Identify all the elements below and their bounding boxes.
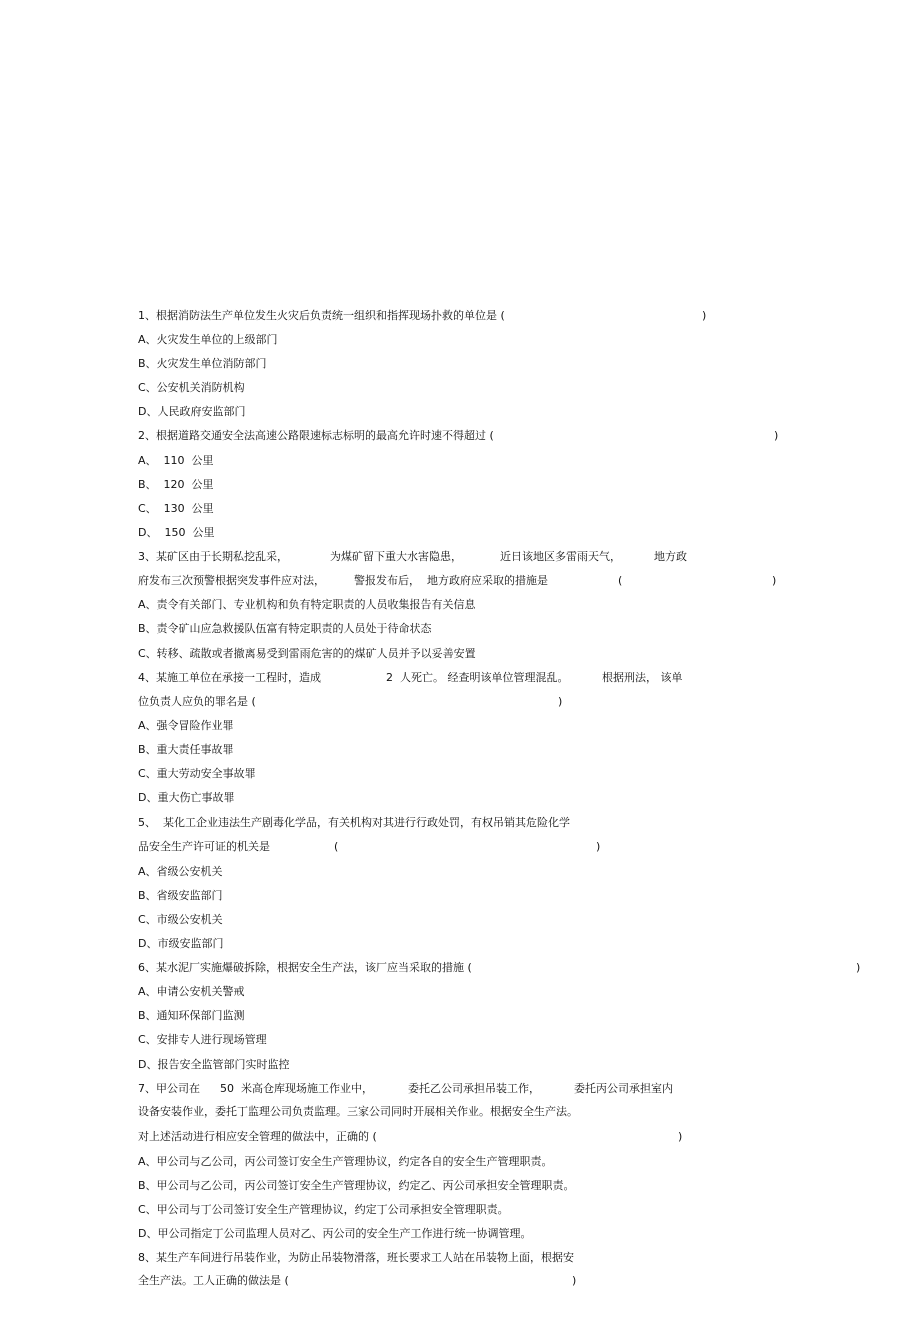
- q7-stem-line3: [138, 1129, 683, 1145]
- q2-stem-text: 2、根据道路交通安全法高速公路限速标志标明的最高允许时速不得超过 (: [138, 429, 494, 442]
- q2-option-a: A、 110 公里: [138, 454, 214, 467]
- q3-stem-line1: [138, 549, 687, 565]
- q2-stem: [138, 428, 779, 444]
- q7-stem-seg1: 7、甲公司在: [138, 1082, 200, 1095]
- q3-close-paren: ): [772, 574, 777, 587]
- q3-stem-seg3: 近日该地区多雷雨天气，: [500, 550, 621, 563]
- q8-close-paren: ): [572, 1274, 577, 1287]
- q3-stem-seg1: 3、某矿区由于长期私挖乱采，: [138, 550, 288, 563]
- q7-stem-line2: 设备安装作业，委托丁监理公司负责监理。三家公司同时开展相关作业。根据安全生产法。: [138, 1105, 578, 1118]
- q6-option-b: B、通知环保部门监测: [138, 1009, 245, 1022]
- q1-option-b: B、火灾发生单位消防部门: [138, 357, 267, 370]
- q5-option-b: B、省级安监部门: [138, 889, 223, 902]
- q3-stem-line2: [138, 573, 777, 589]
- q5-stem-line1: 5、 某化工企业违法生产剧毒化学品，有关机构对其进行行政处罚，有权吊销其危险化学: [138, 816, 570, 829]
- q3-option-c: C、转移、疏散或者撤离易受到雷雨危害的的煤矿人员并予以妥善安置: [138, 647, 476, 660]
- q6-option-a: A、申请公安机关警戒: [138, 985, 245, 998]
- q3-stem-seg2: 为煤矿留下重大水害隐患，: [330, 550, 462, 563]
- q3-option-a: A、责令有关部门、专业机构和负有特定职责的人员收集报告有关信息: [138, 598, 476, 611]
- q7-stem-seg3: 委托乙公司承担吊装工作，: [408, 1082, 540, 1095]
- q1-option-a: A、火灾发生单位的上级部门: [138, 333, 278, 346]
- q4-option-d: D、重大伤亡事故罪: [138, 791, 235, 804]
- q4-stem-seg2: 2 人死亡。 经查明该单位管理混乱。: [386, 671, 569, 684]
- q1-stem-text: 1、根据消防法生产单位发生火灾后负责统一组织和指挥现场扑救的单位是 (: [138, 309, 505, 322]
- q4-option-c: C、重大劳动安全事故罪: [138, 767, 256, 780]
- q3-stem-seg4: 地方政: [654, 550, 687, 563]
- q8-stem-line1: 8、某生产车间进行吊装作业，为防止吊装物滑落，班长要求工人站在吊装物上面，根据安: [138, 1251, 574, 1264]
- q6-close-paren: ): [856, 961, 861, 974]
- q4-stem-line2: [138, 694, 563, 710]
- q7-option-b: B、甲公司与乙公司，丙公司签订安全生产管理协议，约定乙、丙公司承担安全管理职责。: [138, 1179, 575, 1192]
- q8-stem-seg2: 全生产法。工人正确的做法是 (: [138, 1274, 289, 1287]
- q3-stem-seg6: 警报发布后， 地方政府应采取的措施是: [354, 574, 548, 587]
- q3-option-b: B、责令矿山应急救援队伍富有特定职责的人员处于待命状态: [138, 622, 432, 635]
- q4-option-b: B、重大责任事故罪: [138, 743, 234, 756]
- q4-stem-seg1: 4、某施工单位在承接一工程时，造成: [138, 671, 321, 684]
- q2-close-paren: ): [774, 429, 779, 442]
- q3-open-paren: (: [618, 574, 623, 587]
- q8-stem-line2: [138, 1273, 577, 1289]
- q7-stem-seg5: 对上述活动进行相应安全管理的做法中，正确的 (: [138, 1130, 377, 1143]
- q5-stem-seg2: 品安全生产许可证的机关是: [138, 840, 270, 853]
- q5-option-c: C、市级公安机关: [138, 913, 223, 926]
- q7-stem-seg4: 委托丙公司承担室内: [574, 1082, 673, 1095]
- q5-option-d: D、市级安监部门: [138, 937, 224, 950]
- q4-option-a: A、强令冒险作业罪: [138, 719, 234, 732]
- q1-close-paren: ): [702, 309, 707, 322]
- q6-stem-text: 6、某水泥厂实施爆破拆除，根据安全生产法，该厂应当采取的措施 (: [138, 961, 472, 974]
- q7-option-a: A、甲公司与乙公司，丙公司签订安全生产管理协议，约定各自的安全生产管理职责。: [138, 1155, 553, 1168]
- q4-close-paren: ): [558, 695, 563, 708]
- q4-stem-seg4: 位负责人应负的罪名是 (: [138, 695, 256, 708]
- q7-stem-seg2: 50 米高仓库现场施工作业中，: [220, 1082, 373, 1095]
- q6-stem: [138, 960, 861, 976]
- q5-close-paren: ): [596, 840, 601, 853]
- q6-option-c: C、安排专人进行现场管理: [138, 1033, 267, 1046]
- q5-stem-line2: [138, 839, 601, 855]
- q2-option-d: D、 150 公里: [138, 526, 215, 539]
- q2-option-c: C、 130 公里: [138, 502, 214, 515]
- q2-option-b: B、 120 公里: [138, 478, 214, 491]
- q7-option-d: D、甲公司指定丁公司监理人员对乙、丙公司的安全生产工作进行统一协调管理。: [138, 1227, 532, 1240]
- q6-option-d: D、报告安全监管部门实时监控: [138, 1058, 290, 1071]
- q7-option-c: C、甲公司与丁公司签订安全生产管理协议，约定丁公司承担安全管理职责。: [138, 1203, 509, 1216]
- q4-stem-seg3: 根据刑法， 该单: [602, 671, 683, 684]
- q1-option-c: C、公安机关消防机构: [138, 381, 245, 394]
- q7-close-paren: ): [678, 1130, 683, 1143]
- q1-option-d: D、人民政府安监部门: [138, 405, 246, 418]
- q3-stem-seg5: 府发布三次预警根据突发事件应对法，: [138, 574, 325, 587]
- q5-open-paren: (: [334, 840, 339, 853]
- q7-stem-line1: [138, 1081, 673, 1097]
- q4-stem-line1: [138, 670, 683, 686]
- q1-stem: [138, 308, 707, 324]
- q5-option-a: A、省级公安机关: [138, 865, 223, 878]
